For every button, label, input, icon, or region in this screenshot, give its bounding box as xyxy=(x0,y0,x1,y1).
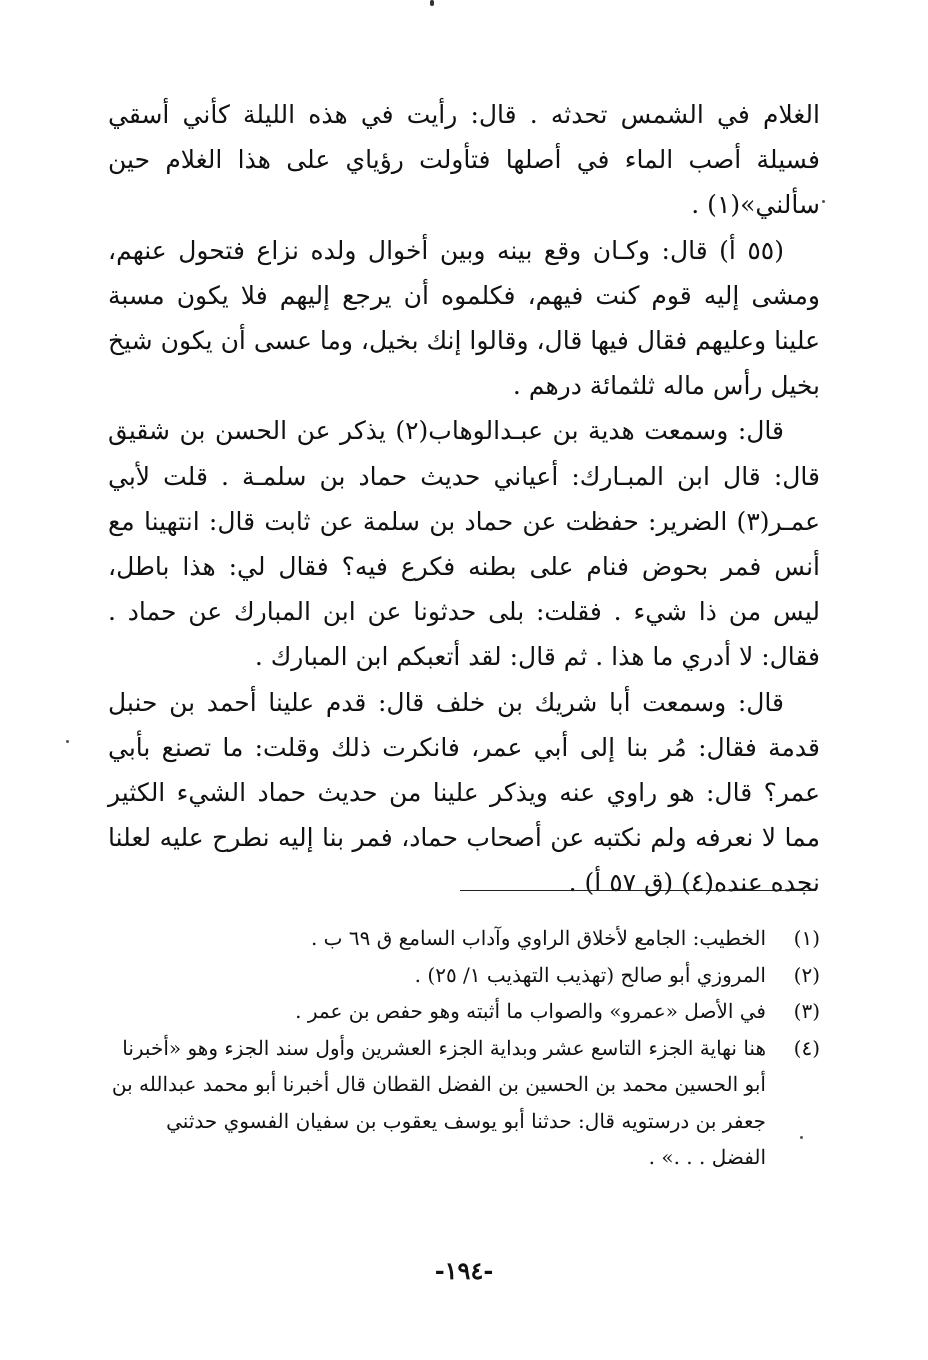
text-line: رأس ماله ثلثمائة درهم . xyxy=(512,371,763,401)
footnote-1 xyxy=(108,920,820,957)
footnote-4 xyxy=(108,1030,820,1176)
text-line: بحوض فنام على بطنه فكرع فيه؟ فقال لي: هذا باطل، ليس من ذا شيء . xyxy=(108,552,820,627)
footnote-number: (٢) xyxy=(793,962,820,987)
footnote-divider xyxy=(460,890,816,891)
footnote-text: في الأصل «عمرو» والصواب ما أثبته وهو حفص بن عمر . xyxy=(295,999,766,1023)
footnote-text: هنا نهاية الجزء التاسع عشر وبداية الجزء العشرين وأول سند الجزء وهو «أخبرنا أبو الحسين محمد بن الحسين بن الفضل القطان قال أخبرنا أبو محمد عبدالله بن جعفر بن درستويه قال: حدثنا أبو يوسف يعقوب بن سفيان الفسوي حدثني الفضل . . .» . xyxy=(111,1035,766,1169)
page-number: -١٩٤- xyxy=(434,1256,494,1285)
text-line: الماء في أصلها فتأولت رؤياي على هذا الغلام حين سألني»(١) . xyxy=(108,145,820,220)
text-line: (٥٥ أ) قال: وكـان وقع بينه وبين أخوال ولده نزاع فتحول عنهم، xyxy=(108,235,784,265)
text-line: ٥٧ أ) . xyxy=(568,868,637,898)
text-line: الضرير: حفظت عن حماد بن سلمة عن ثابت قال: انتهينا مع أنس فمر xyxy=(108,506,820,582)
text-line: ومشى إليه قوم كنت فيهم، فكلموه أن يرجع إليهم فلا يكون مسبة علينا xyxy=(108,280,821,356)
footnote-text: الخطيب: الجامع لأخلاق الراوي وآداب السامع ق ٦٩ ب . xyxy=(310,926,766,950)
text-line: فقلت: بلى حدثونا عن ابن المبارك عن حماد . فقال: لا أدري ما هذا . ثم xyxy=(108,597,820,672)
paragraph-1 xyxy=(108,92,820,228)
paragraph-3 xyxy=(108,408,820,679)
text-line: نكتبه عن أصحاب حماد، فمر بنا إليه نطرح عليه لعلنا نجده عنده(٤) (ق xyxy=(108,823,820,898)
footnote-number: (١) xyxy=(793,926,820,950)
main-text-body xyxy=(108,92,820,906)
text-line: قال: قال ابن المبـارك: أعياني حديث حماد بن سلمـة . قلت لأبي عمـر(٣) xyxy=(108,461,820,536)
text-line: قال: وسمعت أبا شريك بن خلف قال: قدم علينا أحمد بن حنبل xyxy=(108,687,784,717)
paragraph-2 xyxy=(108,228,820,409)
footnote-number: (٤) xyxy=(793,1035,820,1060)
scan-mark xyxy=(430,0,434,6)
paragraph-4 xyxy=(108,680,820,906)
text-line: الغلام في الشمس تحدثه . قال: رأيت في هذه الليلة كأني أسقي فسيلة أصب xyxy=(108,100,821,175)
footnote-2 xyxy=(108,957,820,994)
text-line: وعليهم فقال فيها قال، وقالوا إنك بخيل، وما عسى أن يكون شيخ بخيل xyxy=(108,326,820,401)
footnote-number: (٣) xyxy=(793,999,820,1023)
text-line: قدمة فقال: مُر بنا إلى أبي عمر، فانكرت ذلك وقلت: ما تصنع بأبي عمر؟ xyxy=(108,732,820,808)
text-line: قال: هو راوي عنه ويذكر علينا من حديث حماد الشيء الكثير مما لا نعرفه ولم xyxy=(108,778,820,853)
scan-speck xyxy=(800,1136,803,1139)
footnote-text: المروزي أبو صالح (تهذيب التهذيب ١/ ٢٥) . xyxy=(414,962,766,987)
scan-speck xyxy=(66,740,69,743)
scan-speck xyxy=(822,200,825,203)
text-line: قال: وسمعت هدية بن عبـدالوهاب(٢) يذكر عن الحسن بن شقيق xyxy=(108,416,785,446)
text-line: قال: لقد أتعبكم ابن المبارك . xyxy=(254,642,556,672)
footnote-3 xyxy=(108,993,820,1030)
footnotes xyxy=(108,920,820,1176)
